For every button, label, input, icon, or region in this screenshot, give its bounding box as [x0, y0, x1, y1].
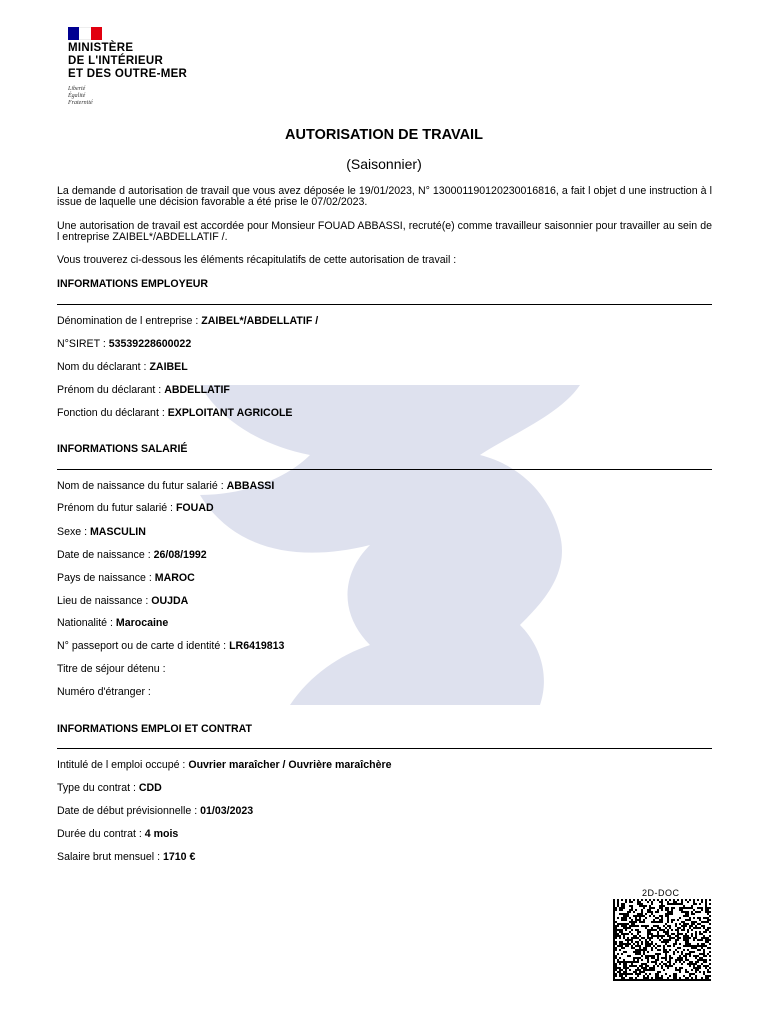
field-company-name [57, 315, 318, 327]
field-label: Nationalité : [57, 617, 116, 629]
field-job-title [57, 759, 392, 771]
field-label: Numéro d'étranger : [57, 686, 151, 698]
french-flag-icon [68, 27, 102, 40]
contract-section-title: INFORMATIONS EMPLOI ET CONTRAT [57, 723, 252, 735]
field-contract-type [57, 782, 162, 794]
field-value: EXPLOITANT AGRICOLE [167, 407, 293, 419]
field-value: CDD [138, 782, 162, 794]
2d-doc-label: 2D-DOC [642, 888, 680, 898]
section-divider [57, 748, 712, 749]
field-birth-name [57, 480, 274, 492]
field-declarant-firstname [57, 384, 230, 396]
field-birth-place [57, 595, 188, 607]
field-value: Marocaine [115, 617, 169, 629]
field-residence-permit [57, 663, 166, 675]
field-gross-salary [57, 851, 195, 863]
field-value: MAROC [154, 572, 195, 584]
2d-doc-barcode [613, 899, 711, 981]
motto-liberte: Liberté [68, 86, 86, 92]
field-foreigner-number [57, 686, 151, 698]
field-label: Lieu de naissance : [57, 595, 152, 607]
employer-section-title: INFORMATIONS EMPLOYEUR [57, 278, 209, 290]
field-start-date [57, 805, 253, 817]
motto [68, 86, 187, 107]
authorization-paragraph: Une autorisation de travail est accordée pour Monsieur FOUAD ABBASSI, recruté(e) comme travailleur saisonnier pour travailler au sein de l entreprise ZAIBEL*/ABDELLATIF /. [57, 220, 712, 243]
field-contract-duration [57, 828, 178, 840]
field-label: Prénom du futur salarié : [57, 502, 176, 514]
intro-paragraph: La demande d autorisation de travail que vous avez déposée le 19/01/2023, N° 130001190120230016816, a fait l objet d une instruction à l issue de laquelle une décision favorable a été prise le 07/02/2023. [57, 185, 712, 208]
field-birth-country [57, 572, 195, 584]
field-label: Salaire brut mensuel : [57, 851, 163, 863]
field-value: 01/03/2023 [200, 805, 254, 817]
field-value: 26/08/1992 [153, 549, 207, 561]
ministry-line-1: MINISTÈRE [68, 42, 134, 54]
field-label: Type du contrat : [57, 782, 139, 794]
field-value: 4 mois [144, 828, 179, 840]
field-value: 1710 € [163, 851, 196, 863]
field-label: Sexe : [57, 526, 90, 538]
field-label: Intitulé de l emploi occupé : [57, 759, 189, 771]
field-label: Prénom du déclarant : [57, 384, 165, 396]
employee-section-title: INFORMATIONS SALARIÉ [57, 443, 188, 455]
field-label: Pays de naissance : [57, 572, 155, 584]
field-first-name [57, 502, 214, 514]
field-value: FOUAD [175, 502, 214, 514]
motto-fraternite: Fraternité [68, 100, 93, 106]
field-declarant-surname [57, 361, 188, 373]
field-label: Date de début prévisionnelle : [57, 805, 201, 817]
field-value: Ouvrier maraîcher / Ouvrière maraîchère [188, 759, 392, 771]
field-value: LR6419813 [229, 640, 285, 652]
field-value: ABBASSI [226, 480, 275, 492]
field-label: N° passeport ou de carte d identité : [57, 640, 230, 652]
motto-egalite: Égalité [68, 93, 86, 99]
field-siret [57, 338, 191, 350]
marianne-watermark [140, 375, 600, 705]
document-title: AUTORISATION DE TRAVAIL [285, 127, 483, 143]
field-value: 53539228600022 [108, 338, 192, 350]
field-label: Fonction du déclarant : [57, 407, 168, 419]
field-passport [57, 640, 284, 652]
field-birth-date [57, 549, 207, 561]
field-value: ABDELLATIF [164, 384, 230, 396]
field-label: N°SIRET : [57, 338, 109, 350]
field-sex [57, 526, 146, 538]
field-label: Titre de séjour détenu : [57, 663, 166, 675]
ministry-name [68, 42, 187, 81]
ministry-logo [68, 27, 187, 107]
field-value: OUJDA [151, 595, 189, 607]
field-label: Nom du déclarant : [57, 361, 150, 373]
field-value: ZAIBEL*/ABDELLATIF / [201, 315, 319, 327]
field-declarant-function [57, 407, 293, 419]
document-subtitle: (Saisonnier) [346, 156, 422, 172]
section-divider [57, 469, 712, 470]
section-divider [57, 304, 712, 305]
field-value: MASCULIN [89, 526, 146, 538]
ministry-line-3: ET DES OUTRE-MER [68, 68, 188, 80]
field-label: Date de naissance : [57, 549, 154, 561]
field-nationality [57, 617, 168, 629]
field-value: ZAIBEL [149, 361, 188, 373]
ministry-line-2: DE L'INTÉRIEUR [68, 55, 164, 67]
field-label: Nom de naissance du futur salarié : [57, 480, 227, 492]
field-label: Dénomination de l entreprise : [57, 315, 202, 327]
summary-paragraph: Vous trouverez ci-dessous les éléments récapitulatifs de cette autorisation de travail : [57, 254, 457, 266]
field-label: Durée du contrat : [57, 828, 145, 840]
